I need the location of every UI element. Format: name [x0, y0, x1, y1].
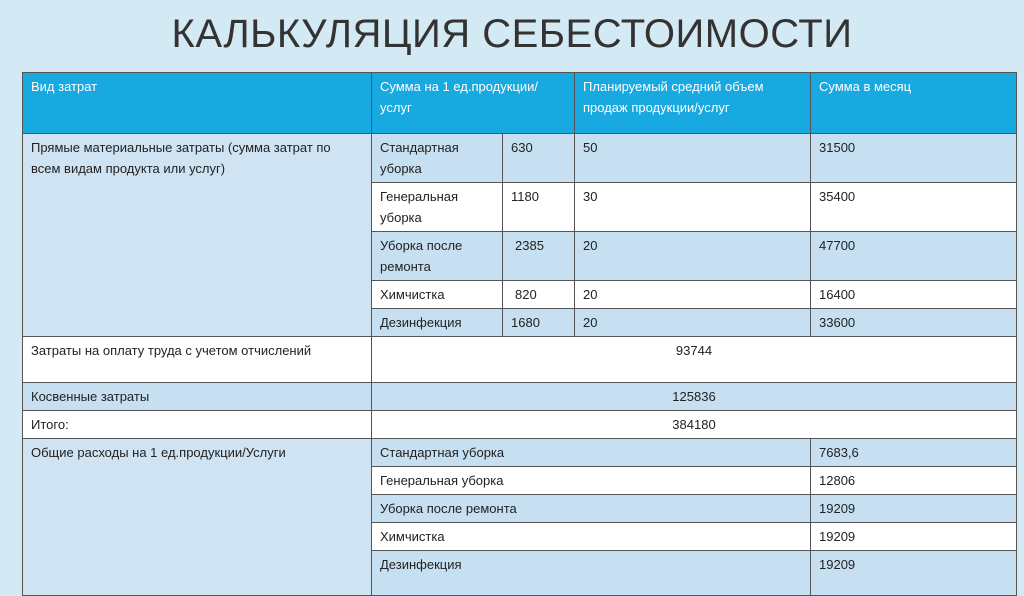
- labor-value: 93744: [372, 337, 1017, 383]
- per-unit-product: Химчистка: [372, 523, 811, 551]
- table-row: [23, 134, 1017, 183]
- unit-price: 1680: [503, 309, 575, 337]
- table-header-row: [23, 73, 1017, 134]
- volume: 20: [575, 232, 811, 281]
- product-name: Дезинфекция: [372, 309, 503, 337]
- table-row: [23, 439, 1017, 467]
- per-unit-product: Дезинфекция: [372, 551, 811, 596]
- per-unit-value: 19209: [811, 495, 1017, 523]
- volume: 20: [575, 309, 811, 337]
- indirect-label: Косвенные затраты: [23, 383, 372, 411]
- cost-table: [22, 72, 1017, 596]
- product-name: Генеральная уборка: [372, 183, 503, 232]
- product-name: Химчистка: [372, 281, 503, 309]
- unit-price: 630: [503, 134, 575, 183]
- header-monthly: Сумма в месяц: [811, 73, 1017, 134]
- unit-price: 1180: [503, 183, 575, 232]
- labor-row: [23, 337, 1017, 383]
- monthly-sum: 31500: [811, 134, 1017, 183]
- total-label: Итого:: [23, 411, 372, 439]
- unit-price: 820: [503, 281, 575, 309]
- monthly-sum: 47700: [811, 232, 1017, 281]
- indirect-row: [23, 383, 1017, 411]
- per-unit-product: Генеральная уборка: [372, 467, 811, 495]
- unit-price: 2385: [503, 232, 575, 281]
- volume: 20: [575, 281, 811, 309]
- labor-label: Затраты на оплату труда с учетом отчислений: [23, 337, 372, 383]
- per-unit-value: 19209: [811, 551, 1017, 596]
- per-unit-value: 12806: [811, 467, 1017, 495]
- total-value: 384180: [372, 411, 1017, 439]
- per-unit-value: 7683,6: [811, 439, 1017, 467]
- volume: 50: [575, 134, 811, 183]
- total-row: [23, 411, 1017, 439]
- volume: 30: [575, 183, 811, 232]
- per-unit-product: Стандартная уборка: [372, 439, 811, 467]
- per-unit-label: Общие расходы на 1 ед.продукции/Услуги: [23, 439, 372, 596]
- monthly-sum: 35400: [811, 183, 1017, 232]
- page-title: КАЛЬКУЛЯЦИЯ СЕБЕСТОИМОСТИ: [171, 12, 853, 56]
- product-name: Стандартная уборка: [372, 134, 503, 183]
- header-volume: Планируемый средний объем продаж продукции/услуг: [575, 73, 811, 134]
- monthly-sum: 33600: [811, 309, 1017, 337]
- per-unit-value: 19209: [811, 523, 1017, 551]
- header-unit-sum: Сумма на 1 ед.продукции/услуг: [372, 73, 575, 134]
- product-name: Уборка после ремонта: [372, 232, 503, 281]
- per-unit-product: Уборка после ремонта: [372, 495, 811, 523]
- header-cost-type: Вид затрат: [23, 73, 372, 134]
- direct-costs-label: Прямые материальные затраты (сумма затрат по всем видам продукта или услуг): [23, 134, 372, 337]
- indirect-value: 125836: [372, 383, 1017, 411]
- monthly-sum: 16400: [811, 281, 1017, 309]
